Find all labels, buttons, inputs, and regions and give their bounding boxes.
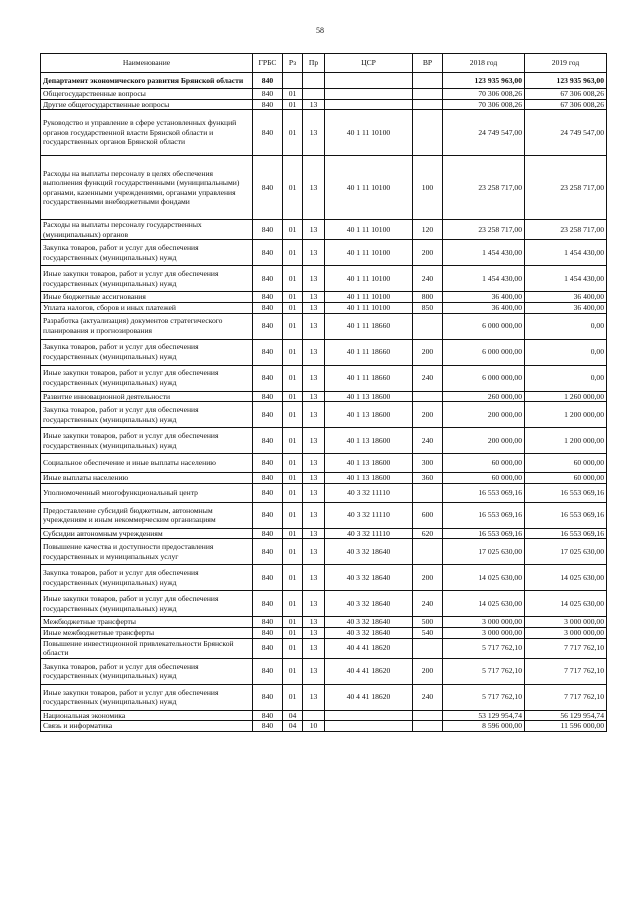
table-row xyxy=(41,483,607,502)
cell-2019: 16 553 069,16 xyxy=(525,483,607,502)
cell-csr: 40 4 41 18620 xyxy=(325,684,413,710)
cell-csr: 40 1 13 18600 xyxy=(325,454,413,473)
cell-csr xyxy=(325,99,413,110)
cell-2019: 1 200 000,00 xyxy=(525,428,607,454)
cell-2018: 260 000,00 xyxy=(443,391,525,402)
cell-vr xyxy=(413,721,443,732)
cell-name: Повышение качества и доступности предоставления государственных и муниципальных услуг xyxy=(41,539,253,565)
cell-2018: 200 000,00 xyxy=(443,428,525,454)
cell-grbs: 840 xyxy=(253,721,283,732)
table-row xyxy=(41,365,607,391)
cell-rz: 01 xyxy=(283,638,303,658)
cell-vr: 540 xyxy=(413,627,443,638)
cell-2019: 67 306 008,26 xyxy=(525,99,607,110)
cell-csr: 40 1 13 18600 xyxy=(325,473,413,484)
cell-csr: 40 4 41 18620 xyxy=(325,638,413,658)
cell-2019: 36 400,00 xyxy=(525,292,607,303)
cell-vr: 200 xyxy=(413,240,443,266)
cell-2019: 3 000 000,00 xyxy=(525,617,607,628)
cell-2019: 3 000 000,00 xyxy=(525,627,607,638)
cell-vr xyxy=(413,313,443,339)
cell-2018: 200 000,00 xyxy=(443,402,525,428)
cell-vr: 240 xyxy=(413,266,443,292)
cell-grbs: 840 xyxy=(253,220,283,240)
cell-2018: 16 553 069,16 xyxy=(443,483,525,502)
cell-vr: 300 xyxy=(413,454,443,473)
cell-vr: 240 xyxy=(413,591,443,617)
cell-name: Предоставление субсидий бюджетным, автономным учреждениям и иным некоммерческим организациям xyxy=(41,502,253,528)
table-row xyxy=(41,684,607,710)
cell-vr: 240 xyxy=(413,684,443,710)
cell-2019: 23 258 717,00 xyxy=(525,220,607,240)
cell-pr: 13 xyxy=(303,402,325,428)
table-row xyxy=(41,473,607,484)
cell-2018: 1 454 430,00 xyxy=(443,266,525,292)
cell-name: Департамент экономического развития Брянской области xyxy=(41,73,253,89)
cell-name: Общегосударственные вопросы xyxy=(41,89,253,100)
table-row xyxy=(41,710,607,721)
table-row xyxy=(41,339,607,365)
page-number: 58 xyxy=(316,26,324,35)
cell-2019: 16 553 069,16 xyxy=(525,502,607,528)
cell-2019: 1 454 430,00 xyxy=(525,240,607,266)
cell-rz: 01 xyxy=(283,110,303,156)
cell-grbs: 840 xyxy=(253,339,283,365)
cell-rz: 01 xyxy=(283,365,303,391)
cell-vr: 120 xyxy=(413,220,443,240)
cell-grbs: 840 xyxy=(253,99,283,110)
cell-csr: 40 3 32 18640 xyxy=(325,617,413,628)
cell-vr: 200 xyxy=(413,565,443,591)
col-header-csr: ЦСР xyxy=(325,54,413,73)
cell-pr: 13 xyxy=(303,313,325,339)
cell-grbs: 840 xyxy=(253,73,283,89)
header-row xyxy=(41,54,607,73)
cell-csr: 40 3 32 18640 xyxy=(325,539,413,565)
cell-name: Уплата налогов, сборов и иных платежей xyxy=(41,302,253,313)
cell-name: Закупка товаров, работ и услуг для обеспечения государственных (муниципальных) нужд xyxy=(41,658,253,684)
col-header-rz: Рз xyxy=(283,54,303,73)
cell-2018: 24 749 547,00 xyxy=(443,110,525,156)
cell-rz: 04 xyxy=(283,710,303,721)
cell-grbs: 840 xyxy=(253,565,283,591)
cell-csr xyxy=(325,721,413,732)
cell-grbs: 840 xyxy=(253,528,283,539)
cell-rz: 01 xyxy=(283,502,303,528)
cell-2019: 123 935 963,00 xyxy=(525,73,607,89)
cell-rz: 01 xyxy=(283,473,303,484)
table-row xyxy=(41,658,607,684)
cell-name: Иные выплаты населению xyxy=(41,473,253,484)
cell-2019: 0,00 xyxy=(525,365,607,391)
col-header-2018: 2018 год xyxy=(443,54,525,73)
table-row xyxy=(41,454,607,473)
cell-pr: 13 xyxy=(303,110,325,156)
cell-vr: 850 xyxy=(413,302,443,313)
cell-grbs: 840 xyxy=(253,240,283,266)
cell-pr: 13 xyxy=(303,156,325,220)
col-header-2019: 2019 год xyxy=(525,54,607,73)
cell-2018: 5 717 762,10 xyxy=(443,684,525,710)
cell-vr: 200 xyxy=(413,339,443,365)
cell-name: Уполномоченный многофункциональный центр xyxy=(41,483,253,502)
cell-2018: 1 454 430,00 xyxy=(443,240,525,266)
cell-rz: 01 xyxy=(283,684,303,710)
cell-pr: 13 xyxy=(303,266,325,292)
cell-csr: 40 1 11 10100 xyxy=(325,220,413,240)
cell-rz: 01 xyxy=(283,220,303,240)
cell-pr xyxy=(303,710,325,721)
cell-pr xyxy=(303,89,325,100)
cell-grbs: 840 xyxy=(253,302,283,313)
cell-2018: 14 025 630,00 xyxy=(443,591,525,617)
cell-name: Иные закупки товаров, работ и услуг для обеспечения государственных (муниципальных) нужд xyxy=(41,684,253,710)
cell-pr: 13 xyxy=(303,483,325,502)
cell-pr: 13 xyxy=(303,502,325,528)
cell-name: Иные закупки товаров, работ и услуг для обеспечения государственных (муниципальных) нужд xyxy=(41,428,253,454)
table-row xyxy=(41,502,607,528)
cell-grbs: 840 xyxy=(253,502,283,528)
cell-pr: 13 xyxy=(303,627,325,638)
cell-csr: 40 3 32 11110 xyxy=(325,502,413,528)
cell-pr: 13 xyxy=(303,591,325,617)
table-row xyxy=(41,240,607,266)
cell-pr: 13 xyxy=(303,292,325,303)
cell-rz: 01 xyxy=(283,402,303,428)
cell-rz: 01 xyxy=(283,156,303,220)
cell-rz: 01 xyxy=(283,313,303,339)
table-row xyxy=(41,638,607,658)
table-row xyxy=(41,591,607,617)
cell-2018: 16 553 069,16 xyxy=(443,502,525,528)
cell-csr: 40 1 11 18660 xyxy=(325,339,413,365)
cell-name: Развитие инновационной деятельности xyxy=(41,391,253,402)
cell-2018: 123 935 963,00 xyxy=(443,73,525,89)
cell-name: Разработка (актуализация) документов стратегического планирования и прогнозирования xyxy=(41,313,253,339)
cell-2019: 60 000,00 xyxy=(525,454,607,473)
cell-rz: 04 xyxy=(283,721,303,732)
cell-2019: 16 553 069,16 xyxy=(525,528,607,539)
cell-2018: 23 258 717,00 xyxy=(443,156,525,220)
table-row xyxy=(41,428,607,454)
cell-pr: 13 xyxy=(303,658,325,684)
cell-2019: 67 306 008,26 xyxy=(525,89,607,100)
cell-rz: 01 xyxy=(283,89,303,100)
cell-name: Иные закупки товаров, работ и услуг для обеспечения государственных (муниципальных) нужд xyxy=(41,365,253,391)
table-row xyxy=(41,617,607,628)
cell-grbs: 840 xyxy=(253,684,283,710)
cell-name: Руководство и управление в сфере установленных функций органов государственной власти Брянской области и государственных органов Брянской области xyxy=(41,110,253,156)
cell-csr: 40 1 11 18660 xyxy=(325,365,413,391)
cell-grbs: 840 xyxy=(253,313,283,339)
cell-rz: 01 xyxy=(283,391,303,402)
cell-csr: 40 3 32 18640 xyxy=(325,565,413,591)
cell-name: Иные бюджетные ассигнования xyxy=(41,292,253,303)
cell-pr: 13 xyxy=(303,220,325,240)
cell-2018: 17 025 630,00 xyxy=(443,539,525,565)
cell-rz: 01 xyxy=(283,627,303,638)
cell-grbs: 840 xyxy=(253,658,283,684)
table-row xyxy=(41,565,607,591)
cell-grbs: 840 xyxy=(253,454,283,473)
cell-2019: 7 717 762,10 xyxy=(525,638,607,658)
cell-grbs: 840 xyxy=(253,617,283,628)
cell-rz: 01 xyxy=(283,99,303,110)
cell-rz: 01 xyxy=(283,428,303,454)
cell-grbs: 840 xyxy=(253,292,283,303)
cell-vr xyxy=(413,110,443,156)
cell-2018: 6 000 000,00 xyxy=(443,313,525,339)
table-row xyxy=(41,528,607,539)
table-row xyxy=(41,110,607,156)
budget-table xyxy=(40,53,607,732)
cell-2018: 53 129 954,74 xyxy=(443,710,525,721)
cell-vr xyxy=(413,539,443,565)
cell-pr: 13 xyxy=(303,428,325,454)
cell-pr: 13 xyxy=(303,473,325,484)
cell-grbs: 840 xyxy=(253,627,283,638)
cell-pr: 13 xyxy=(303,565,325,591)
table-row xyxy=(41,292,607,303)
cell-pr: 13 xyxy=(303,684,325,710)
cell-csr xyxy=(325,89,413,100)
col-header-vr: ВР xyxy=(413,54,443,73)
cell-rz: 01 xyxy=(283,339,303,365)
cell-csr: 40 1 11 10100 xyxy=(325,292,413,303)
cell-csr: 40 1 11 10100 xyxy=(325,156,413,220)
cell-grbs: 840 xyxy=(253,428,283,454)
cell-grbs: 840 xyxy=(253,473,283,484)
cell-name: Иные закупки товаров, работ и услуг для обеспечения государственных (муниципальных) нужд xyxy=(41,591,253,617)
cell-vr xyxy=(413,89,443,100)
cell-2018: 5 717 762,10 xyxy=(443,638,525,658)
cell-vr: 800 xyxy=(413,292,443,303)
cell-csr: 40 3 32 11110 xyxy=(325,528,413,539)
cell-grbs: 840 xyxy=(253,391,283,402)
cell-csr: 40 3 32 11110 xyxy=(325,483,413,502)
cell-rz: 01 xyxy=(283,591,303,617)
cell-rz: 01 xyxy=(283,658,303,684)
cell-grbs: 840 xyxy=(253,591,283,617)
cell-name: Межбюджетные трансферты xyxy=(41,617,253,628)
cell-csr: 40 3 32 18640 xyxy=(325,591,413,617)
cell-vr: 240 xyxy=(413,365,443,391)
cell-pr: 13 xyxy=(303,391,325,402)
table-row xyxy=(41,73,607,89)
cell-rz: 01 xyxy=(283,528,303,539)
table-row xyxy=(41,99,607,110)
cell-2019: 1 260 000,00 xyxy=(525,391,607,402)
table-row xyxy=(41,302,607,313)
cell-pr: 13 xyxy=(303,617,325,628)
cell-name: Повышение инвестиционной привлекательности Брянской области xyxy=(41,638,253,658)
cell-rz xyxy=(283,73,303,89)
cell-vr xyxy=(413,391,443,402)
cell-pr: 13 xyxy=(303,454,325,473)
cell-vr: 600 xyxy=(413,502,443,528)
cell-grbs: 840 xyxy=(253,110,283,156)
cell-2019: 60 000,00 xyxy=(525,473,607,484)
cell-grbs: 840 xyxy=(253,365,283,391)
cell-pr: 13 xyxy=(303,528,325,539)
cell-vr: 200 xyxy=(413,402,443,428)
table-row xyxy=(41,721,607,732)
cell-pr: 10 xyxy=(303,721,325,732)
cell-csr xyxy=(325,710,413,721)
cell-vr: 360 xyxy=(413,473,443,484)
cell-2019: 56 129 954,74 xyxy=(525,710,607,721)
cell-grbs: 840 xyxy=(253,483,283,502)
cell-csr: 40 3 32 18640 xyxy=(325,627,413,638)
cell-pr: 13 xyxy=(303,302,325,313)
cell-2019: 7 717 762,10 xyxy=(525,684,607,710)
table-row xyxy=(41,402,607,428)
cell-2018: 60 000,00 xyxy=(443,473,525,484)
cell-vr: 500 xyxy=(413,617,443,628)
cell-2019: 17 025 630,00 xyxy=(525,539,607,565)
table-row xyxy=(41,539,607,565)
cell-rz: 01 xyxy=(283,565,303,591)
cell-vr: 240 xyxy=(413,428,443,454)
cell-2018: 60 000,00 xyxy=(443,454,525,473)
cell-2018: 3 000 000,00 xyxy=(443,627,525,638)
cell-rz: 01 xyxy=(283,539,303,565)
cell-grbs: 840 xyxy=(253,156,283,220)
cell-vr xyxy=(413,73,443,89)
cell-2019: 14 025 630,00 xyxy=(525,591,607,617)
cell-rz: 01 xyxy=(283,483,303,502)
cell-vr: 620 xyxy=(413,528,443,539)
cell-name: Расходы на выплаты персоналу государственных (муниципальных) органов xyxy=(41,220,253,240)
cell-pr: 13 xyxy=(303,638,325,658)
cell-name: Связь и информатика xyxy=(41,721,253,732)
cell-2018: 5 717 762,10 xyxy=(443,658,525,684)
cell-2018: 70 306 008,26 xyxy=(443,99,525,110)
cell-rz: 01 xyxy=(283,617,303,628)
cell-2018: 6 000 000,00 xyxy=(443,339,525,365)
cell-name: Иные межбюджетные трансферты xyxy=(41,627,253,638)
cell-2018: 3 000 000,00 xyxy=(443,617,525,628)
cell-pr xyxy=(303,73,325,89)
cell-csr: 40 4 41 18620 xyxy=(325,658,413,684)
cell-csr: 40 1 13 18600 xyxy=(325,391,413,402)
cell-vr xyxy=(413,638,443,658)
cell-grbs: 840 xyxy=(253,89,283,100)
cell-csr: 40 1 13 18600 xyxy=(325,402,413,428)
cell-pr: 13 xyxy=(303,99,325,110)
cell-2018: 23 258 717,00 xyxy=(443,220,525,240)
cell-name: Закупка товаров, работ и услуг для обеспечения государственных (муниципальных) нужд xyxy=(41,565,253,591)
cell-pr: 13 xyxy=(303,339,325,365)
cell-csr: 40 1 13 18600 xyxy=(325,428,413,454)
cell-2019: 7 717 762,10 xyxy=(525,658,607,684)
cell-2018: 70 306 008,26 xyxy=(443,89,525,100)
col-header-name: Наименование xyxy=(41,54,253,73)
cell-2019: 1 200 000,00 xyxy=(525,402,607,428)
cell-2019: 23 258 717,00 xyxy=(525,156,607,220)
cell-csr xyxy=(325,73,413,89)
cell-csr: 40 1 11 18660 xyxy=(325,313,413,339)
cell-rz: 01 xyxy=(283,266,303,292)
table-row xyxy=(41,266,607,292)
cell-csr: 40 1 11 10100 xyxy=(325,266,413,292)
cell-name: Иные закупки товаров, работ и услуг для обеспечения государственных (муниципальных) нужд xyxy=(41,266,253,292)
cell-vr: 200 xyxy=(413,658,443,684)
cell-rz: 01 xyxy=(283,240,303,266)
cell-vr: 100 xyxy=(413,156,443,220)
cell-vr xyxy=(413,99,443,110)
cell-2018: 36 400,00 xyxy=(443,302,525,313)
cell-name: Национальная экономика xyxy=(41,710,253,721)
cell-2019: 36 400,00 xyxy=(525,302,607,313)
cell-2018: 8 596 000,00 xyxy=(443,721,525,732)
cell-rz: 01 xyxy=(283,454,303,473)
cell-pr: 13 xyxy=(303,365,325,391)
table-row xyxy=(41,220,607,240)
cell-pr: 13 xyxy=(303,240,325,266)
cell-name: Другие общегосударственные вопросы xyxy=(41,99,253,110)
col-header-grbs: ГРБС xyxy=(253,54,283,73)
cell-csr: 40 1 11 10100 xyxy=(325,110,413,156)
cell-name: Расходы на выплаты персоналу в целях обеспечения выполнения функций государственными (муниципальными) органами, казенными учреждениями, органами управления государственными внебюджетными фондами xyxy=(41,156,253,220)
cell-grbs: 840 xyxy=(253,266,283,292)
cell-2019: 0,00 xyxy=(525,339,607,365)
cell-2019: 24 749 547,00 xyxy=(525,110,607,156)
cell-2019: 14 025 630,00 xyxy=(525,565,607,591)
cell-pr: 13 xyxy=(303,539,325,565)
cell-name: Закупка товаров, работ и услуг для обеспечения государственных (муниципальных) нужд xyxy=(41,339,253,365)
table-row xyxy=(41,627,607,638)
cell-rz: 01 xyxy=(283,302,303,313)
table-row xyxy=(41,391,607,402)
cell-2018: 6 000 000,00 xyxy=(443,365,525,391)
cell-name: Социальное обеспечение и иные выплаты населению xyxy=(41,454,253,473)
cell-grbs: 840 xyxy=(253,402,283,428)
cell-2019: 11 596 000,00 xyxy=(525,721,607,732)
cell-csr: 40 1 11 10100 xyxy=(325,302,413,313)
cell-name: Субсидии автономным учреждениям xyxy=(41,528,253,539)
table-row xyxy=(41,313,607,339)
cell-2019: 1 454 430,00 xyxy=(525,266,607,292)
table-row xyxy=(41,89,607,100)
cell-2018: 36 400,00 xyxy=(443,292,525,303)
cell-name: Закупка товаров, работ и услуг для обеспечения государственных (муниципальных) нужд xyxy=(41,402,253,428)
cell-vr xyxy=(413,483,443,502)
cell-vr xyxy=(413,710,443,721)
cell-name: Закупка товаров, работ и услуг для обеспечения государственных (муниципальных) нужд xyxy=(41,240,253,266)
cell-grbs: 840 xyxy=(253,710,283,721)
cell-grbs: 840 xyxy=(253,539,283,565)
cell-2018: 16 553 069,16 xyxy=(443,528,525,539)
cell-2019: 0,00 xyxy=(525,313,607,339)
cell-csr: 40 1 11 10100 xyxy=(325,240,413,266)
cell-grbs: 840 xyxy=(253,638,283,658)
cell-2018: 14 025 630,00 xyxy=(443,565,525,591)
cell-rz: 01 xyxy=(283,292,303,303)
col-header-pr: Пр xyxy=(303,54,325,73)
table-row xyxy=(41,156,607,220)
